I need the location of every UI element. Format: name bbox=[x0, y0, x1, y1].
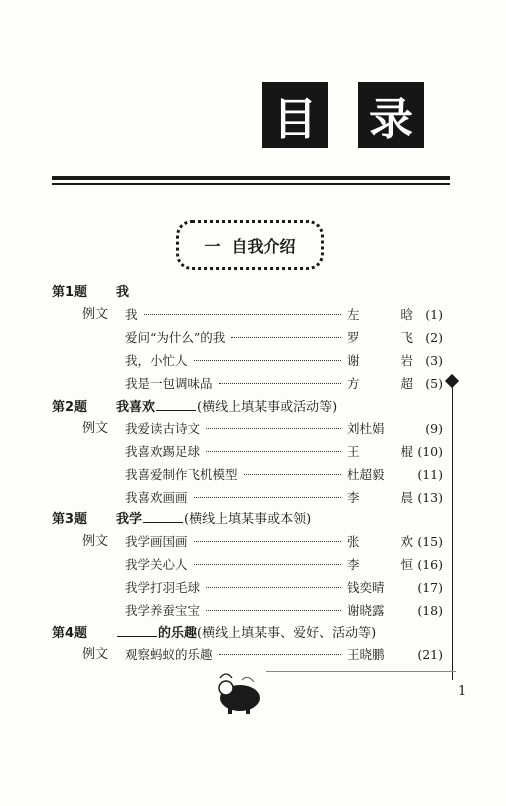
topic-note: (横线上填某事或活动等) bbox=[197, 400, 338, 415]
topic-number: 第3题 bbox=[52, 512, 88, 527]
entry-title: 爱问“为什么”的我 bbox=[125, 330, 226, 345]
section-title: 自我介绍 bbox=[231, 236, 296, 256]
toc-entry[interactable] bbox=[125, 352, 443, 370]
entry-author: 谢 岩 bbox=[347, 353, 413, 368]
toc-entry[interactable] bbox=[125, 443, 443, 461]
toc-entry[interactable] bbox=[125, 329, 443, 347]
topic-row bbox=[52, 398, 337, 417]
entry-page: (2) bbox=[425, 330, 443, 345]
entry-author: 张 欢 bbox=[347, 534, 413, 549]
fill-blank bbox=[156, 398, 196, 411]
entry-page: (21) bbox=[417, 647, 443, 662]
entry-author: 罗 飞 bbox=[347, 330, 413, 345]
topic-title: 我 bbox=[116, 285, 130, 300]
fill-blank bbox=[117, 624, 157, 637]
fill-blank bbox=[143, 510, 183, 523]
entry-author: 李 恒 bbox=[347, 557, 413, 572]
topic-note: (横线上填某事、爱好、活动等) bbox=[197, 626, 377, 641]
toc-title-char-2: 录 bbox=[358, 82, 424, 148]
leader-dots bbox=[206, 610, 341, 611]
entry-page: (10) bbox=[417, 444, 443, 459]
entry-page: (15) bbox=[417, 534, 443, 549]
topic-title: 我学 bbox=[116, 512, 143, 527]
entry-title: 我喜爱制作飞机模型 bbox=[125, 467, 238, 482]
pig-illustration-icon bbox=[212, 668, 268, 716]
entry-title: 我，小忙人 bbox=[125, 353, 188, 368]
leader-dots bbox=[219, 654, 341, 655]
entry-page: (5) bbox=[425, 376, 443, 391]
leader-dots bbox=[194, 564, 341, 565]
toc-entry[interactable] bbox=[125, 420, 443, 438]
entry-author: 王 棍 bbox=[347, 444, 413, 459]
entry-author: 李 晨 bbox=[347, 490, 413, 505]
footer-rule bbox=[266, 671, 456, 672]
entry-author: 杜超毅 bbox=[347, 467, 385, 482]
entry-page: (11) bbox=[417, 467, 443, 482]
entry-page: (17) bbox=[417, 580, 443, 595]
entry-title: 我喜欢画画 bbox=[125, 490, 188, 505]
entry-title: 我学打羽毛球 bbox=[125, 580, 201, 595]
header-rule-thin bbox=[52, 183, 450, 185]
leader-dots bbox=[219, 383, 341, 384]
leader-dots bbox=[206, 587, 341, 588]
topic-title: 我喜欢 bbox=[116, 400, 156, 415]
leader-dots bbox=[206, 428, 341, 429]
section-heading bbox=[176, 220, 324, 270]
toc-entry[interactable] bbox=[125, 556, 443, 574]
entry-title: 我学关心人 bbox=[125, 557, 188, 572]
topic-row bbox=[52, 510, 311, 529]
entry-author: 王晓鹏 bbox=[347, 647, 385, 662]
leader-dots bbox=[194, 541, 341, 542]
entry-title: 我 bbox=[125, 307, 138, 322]
topic-row bbox=[52, 624, 376, 643]
leader-dots bbox=[144, 314, 341, 315]
toc-entry[interactable] bbox=[125, 489, 443, 507]
entry-page: (9) bbox=[425, 421, 443, 436]
entry-title: 我学养蚕宝宝 bbox=[125, 603, 201, 618]
leader-dots bbox=[194, 497, 341, 498]
diamond-marker-icon bbox=[445, 374, 459, 388]
example-label: 例文 bbox=[82, 534, 109, 549]
example-label: 例文 bbox=[82, 647, 109, 662]
entry-author: 刘杜娟 bbox=[347, 421, 385, 436]
leader-dots bbox=[244, 474, 341, 475]
leader-dots bbox=[231, 337, 341, 338]
entry-author: 钱奕晴 bbox=[347, 580, 385, 595]
leader-dots bbox=[194, 360, 341, 361]
entry-page: (3) bbox=[425, 353, 443, 368]
margin-line bbox=[452, 380, 453, 680]
entry-page: (18) bbox=[417, 603, 443, 618]
toc-entry[interactable] bbox=[125, 579, 443, 597]
page-number: 1 bbox=[458, 684, 467, 699]
toc-entry[interactable] bbox=[125, 375, 443, 393]
entry-title: 我是一包调味品 bbox=[125, 376, 213, 391]
entry-page: (13) bbox=[417, 490, 443, 505]
entry-author: 谢晓露 bbox=[347, 603, 385, 618]
toc-entry[interactable] bbox=[125, 533, 443, 551]
toc-entry[interactable] bbox=[125, 646, 443, 664]
entry-author: 左 晗 bbox=[347, 307, 413, 322]
topic-note: (横线上填某事或本领) bbox=[184, 512, 312, 527]
entry-author: 方 超 bbox=[347, 376, 413, 391]
entry-title: 观察蚂蚁的乐趣 bbox=[125, 647, 213, 662]
section-number: 一 bbox=[204, 236, 222, 256]
topic-number: 第4题 bbox=[52, 626, 88, 641]
entry-title: 我喜欢踢足球 bbox=[125, 444, 201, 459]
toc-entry[interactable] bbox=[125, 306, 443, 324]
entry-page: (16) bbox=[417, 557, 443, 572]
header-rule-thick bbox=[52, 176, 450, 180]
toc-entry[interactable] bbox=[125, 466, 443, 484]
leader-dots bbox=[206, 451, 341, 452]
example-label: 例文 bbox=[82, 307, 109, 322]
toc-entry[interactable] bbox=[125, 602, 443, 620]
toc-title-char-1: 目 bbox=[262, 82, 328, 148]
entry-page: (1) bbox=[425, 307, 443, 322]
topic-number: 第1题 bbox=[52, 285, 88, 300]
topic-title: 的乐趣 bbox=[158, 626, 198, 641]
topic-row bbox=[52, 284, 129, 302]
entry-title: 我学画国画 bbox=[125, 534, 188, 549]
example-label: 例文 bbox=[82, 421, 109, 436]
topic-number: 第2题 bbox=[52, 400, 88, 415]
entry-title: 我爱读古诗文 bbox=[125, 421, 201, 436]
